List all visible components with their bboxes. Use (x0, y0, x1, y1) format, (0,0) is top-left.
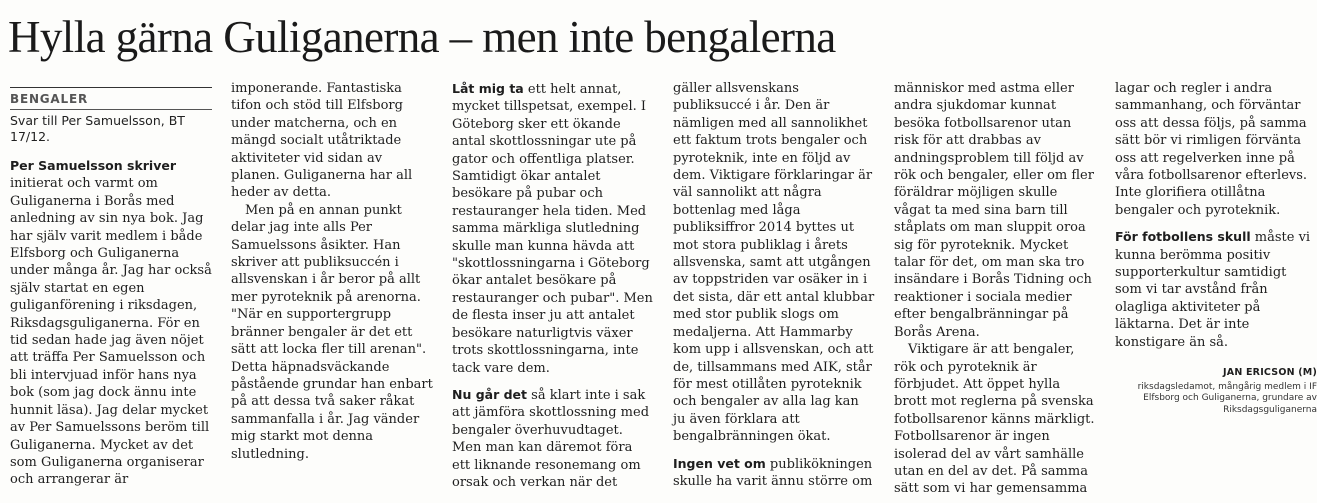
headline: Hylla gärna Guliganerna – men inte bengalerna (8, 12, 836, 62)
body-paragraph-5-lead: Ingen vet om (673, 455, 766, 471)
body-paragraph-3-text: ett helt annat, mycket tillspetsat, exempel. I Göteborg sker ett ökande antal skottlossningar ute på gator och offentliga platser. Samtidigt ökar antalet besökare på pubar och restauranger hela tiden. Med samma märkliga slutledning skulle man kunna hävda att "skottlossningarna i Göteborg ökar antalet besökare på restauranger och pubar". Men de flesta inser ju att antalet besökare naturligtvis växer trots skottlossningarna, inte tack vare dem. (452, 82, 653, 376)
body-paragraph-1-lead: Per Samuelsson skriver (10, 158, 176, 173)
body-paragraph-7-text: måste vi kunna berömma positiv supporterkultur samtidigt som vi tar avstånd från olagliga aktiviteter på läktarna. Det är inte konstigare än så. (1115, 230, 1311, 350)
body-tag-rule (10, 109, 212, 110)
body-top-rule (10, 87, 212, 88)
signature-name: JAN ERICSON (M) (1223, 367, 1317, 379)
body-paragraph-2-text: Men på en annan punkt delar jag inte alls Per Samuelssons åsikter. Han skriver att publiksuccén i allsvenskan i år beror på allt mer pyroteknik på arenorna. "När en supportergrupp bränner bengaler är det ett sätt att locka fler till arenan". Detta häpnadsväckande påstående grundar han enbart på att dessa två saker råkat sammanfalla i år. Jag vänder mig starkt mot denna slutledning. (231, 202, 433, 462)
body-paragraph-7 (1115, 228, 1317, 351)
signature-role: riksdagsledamot, mångårig medlem i IF Elfsborg och Guliganerna, grundare av Riksdagsguliganerna (1137, 381, 1317, 415)
body-paragraph-4-text: så klart inte i sak att jämföra skottlossning med bengaler överhuvudtaget. Men man kan däremot föra ett liknande resonemang om orsak och verkan när det gäller allsvenskans publiksuccé i år. Den är nämligen med all sannolikhet ett faktum trots bengaler och pyroteknik, inte en följd av dem. Viktigare förklaringar är väl sannolikt att några bottenlag med låga publiksiffror 2014 byttes ut mot stora publiklag i årets allsvenska, samt att utgången av toppstriden var osäker in i det sista, där ett antal klubbar med stor publik slogs om medaljerna. Att Hammarby kom upp i allsvenskan, och att de, tillsammans med AIK, står för mest otillåten pyroteknik och bengaler av alla lag kan ju även förklara att bengalbränningen ökat. (452, 81, 875, 490)
body-paragraph-4-lead: Nu går det (452, 386, 528, 402)
article-body (10, 80, 1317, 503)
body-paragraph-5-text: publikökningen skulle ha varit ännu större om människor med astma eller andra sjukdomar kunnat besöka fotbollsarenor utan risk för att drabbas av andningsproblem till följd av rök och bengaler, eller om fler föräldrar möjligen skulle vågat ta med sina barn till ståplats om man sluppit oroa sig för pyroteknik. Mycket talar för det, om man ska tro insändare i Borås Tidning och reaktioner i sociala medier efter bengalbränningar på Borås Arena. (673, 81, 1094, 489)
body-paragraph-7-lead: För fotbollens skull (1115, 229, 1251, 245)
body-paragraph-1-text: initierat och varmt om Guliganerna i Borås med anledning av sin nya bok. Jag har själv varit medlem i både Elfsborg och Guliganerna under många år. Jag har också själv startat en egen guliganförening i riksdagen, Riksdagsguliganerna. För en tid sedan hade jag även nöjet att träffa Per Samuelsson och bli intervjuad inför hans nya bok (som jag dock ännu inte hunnit läsa). Jag delar mycket av Per Samuelssons beröm till Guliganerna. Mycket av det som Guliganerna organiserar och arrangerar är imponerande. Fantastiska tifon och stöd till Elfsborg under matcherna, och en mängd socialt utåtriktade aktiviteter vid sidan av planen. Guliganerna har all heder av detta. (10, 81, 413, 488)
body-paragraph-2 (231, 202, 433, 463)
body-paragraph-3 (452, 80, 654, 377)
body-paragraph-6-text: Viktigare är att bengaler, rök och pyroteknik är förbjudet. Att öppet hylla brott mot reglerna på svenska fotbollsarenor känns märkligt. Fotbollsarenor är ingen isolerad del av vårt samhälle utan en del av det. På samma sätt som vi har gemensamma lagar och regler i andra sammanhang, och förväntar oss att dessa följs, på samma sätt bör vi rimligen förvänta oss att regelverken inne på våra fotbollsarenor efterlevs. Inte glorifiera otillåtna bengaler och pyroteknik. (894, 81, 1308, 497)
body-reply-line: Svar till Per Samuelsson, BT 17/12. (10, 113, 185, 144)
body-paragraph-3-lead: Låt mig ta (452, 81, 524, 96)
body-section-tag: BENGALER (10, 92, 89, 106)
